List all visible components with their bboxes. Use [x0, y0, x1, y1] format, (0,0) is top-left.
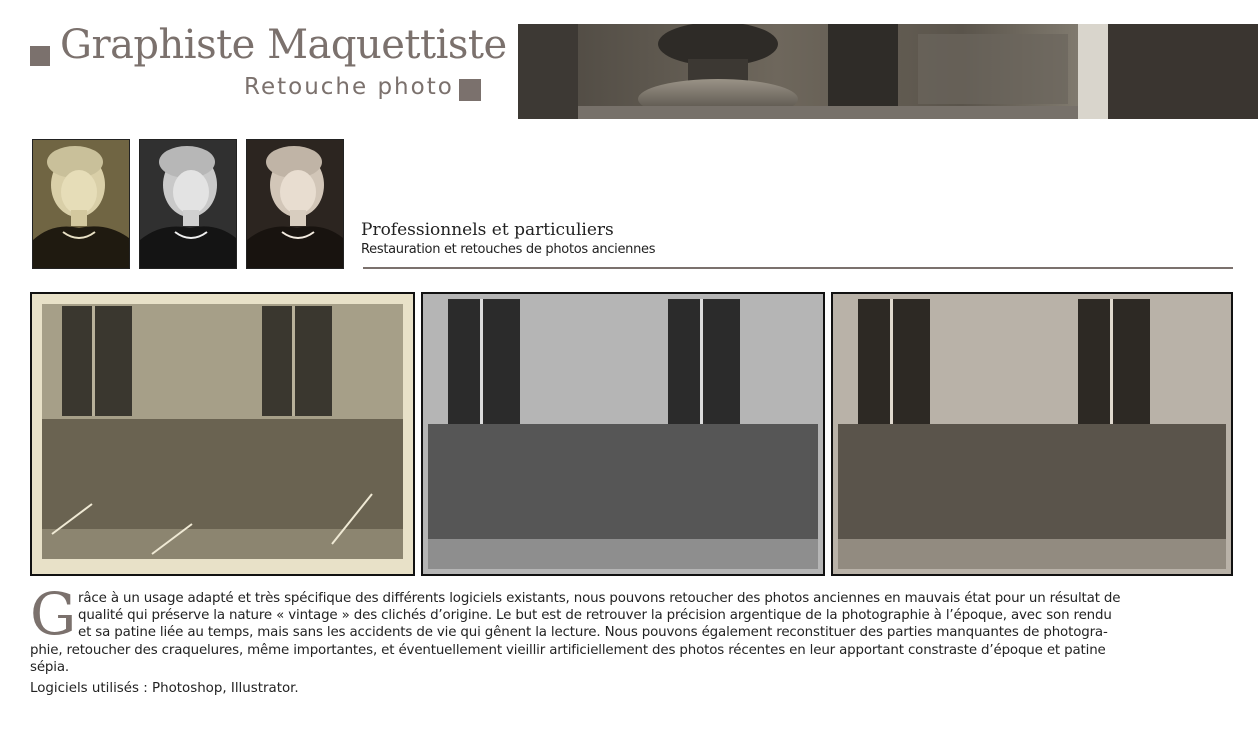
banner-railing-image [518, 24, 1258, 119]
class-photo-image [423, 294, 823, 574]
class-photo-image [32, 294, 413, 574]
class-photo-image [833, 294, 1231, 574]
body-line: sépia. [30, 659, 69, 675]
body-line: phie, retoucher des craquelures, même importantes, et éventuellement vieillir artificiellement des photos récentes en leur apportant constraste d’époque et patine [30, 642, 1106, 658]
software-note: Logiciels utilisés : Photoshop, Illustrator. [30, 681, 299, 696]
divider [363, 267, 1233, 269]
class-photo-restored-bw [421, 292, 825, 576]
section-heading: Professionnels et particuliers [361, 220, 614, 240]
class-photo-original [30, 292, 415, 576]
class-photo-restored-warm [831, 292, 1233, 576]
portrait-image [33, 140, 129, 268]
drop-cap: G [30, 580, 77, 648]
thumbnail-original [32, 139, 130, 269]
body-line: et sa patine liée au temps, mais sans les accidents de vie qui gênent la lecture. Nous pouvons également reconstituer des parties manquantes de photogra- [78, 625, 1108, 641]
section-subheading: Restauration et retouches de photos anciennes [361, 242, 656, 257]
thumbnail-restored-warm [246, 139, 344, 269]
thumbnail-restored-bw [139, 139, 237, 269]
body-line: râce à un usage adapté et très spécifique des différents logiciels existants, nous pouvons retoucher des photos anciennes en mauvais état pour un résultat de [78, 591, 1121, 606]
body-line: qualité qui préserve la nature « vintage » des clichés d’origine. Le but est de retrouver la précision argentique de la photographie à l’époque, avec son rendu [78, 608, 1112, 624]
subtitle-square-icon [459, 79, 481, 101]
page-title: Graphiste Maquettiste [60, 22, 507, 68]
portrait-image [140, 140, 236, 268]
portrait-image [247, 140, 343, 268]
banner-photo [518, 24, 1258, 119]
page-subtitle: Retouche photo [244, 74, 454, 100]
body-paragraph [30, 590, 1228, 676]
title-square-icon [30, 46, 50, 66]
